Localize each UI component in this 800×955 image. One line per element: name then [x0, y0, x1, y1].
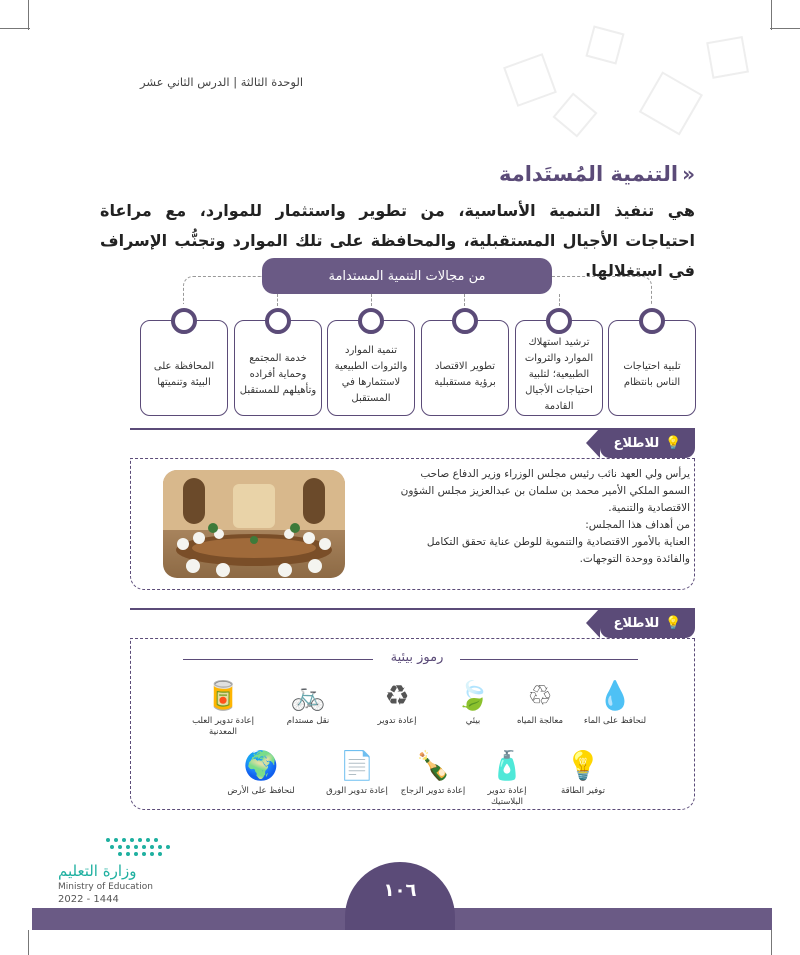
circle-node-icon: [265, 308, 291, 334]
circle-node-icon: [452, 308, 478, 334]
circle-node-icon: [358, 308, 384, 334]
tab-underline: [130, 608, 600, 610]
connector: [464, 294, 465, 306]
bicycle-icon: 🚲: [290, 679, 326, 712]
lightbulb-icon: 💡: [665, 435, 682, 451]
diagram-card: المحافظة على البيئة وتنميتها: [140, 320, 228, 416]
connector: [277, 294, 278, 306]
crop-mark: [28, 0, 29, 30]
eco-symbol: 🥫 إعادة تدوير العلب المعدنية: [188, 678, 258, 738]
eco-symbol: 💡 توفير الطاقة: [548, 748, 618, 797]
ministry-logo-icon: [98, 832, 178, 862]
eco-symbol: 🌍 لنحافظ على الأرض: [227, 749, 295, 796]
diagram-card: خدمة المجتمع وحماية أفراده وتأهيلهم للمستقبل: [234, 320, 322, 416]
info-line: والفائدة ووحدة التوجهات.: [579, 553, 690, 565]
edition-year: 2022 - 1444: [58, 894, 119, 905]
crop-mark: [770, 28, 800, 29]
eco-leaf-icon: 🍃: [455, 679, 491, 712]
diagram-card: تنمية الموارد والثروات الطبيعية لاستثمارها في المستقبل: [327, 320, 415, 416]
plastic-bottle-icon: 🧴: [489, 749, 525, 782]
diagram-card: تلبية احتياجات الناس بانتظام: [608, 320, 696, 416]
section-title-text: التنمية المُستَدامة: [498, 162, 679, 186]
double-chevron-icon: «: [682, 162, 695, 186]
info-tab-label: للاطلاع: [613, 435, 660, 451]
lesson-label: الدرس الثاني عشر: [140, 75, 230, 89]
eco-symbol: 🍃 بيئي: [438, 678, 508, 727]
connector: [183, 276, 262, 304]
decorative-pattern: [470, 20, 770, 150]
eco-symbol: 🧴 إعادة تدوير البلاستيك: [472, 748, 542, 808]
info-tab: [600, 428, 695, 458]
title-rule: [183, 659, 373, 660]
symbols-title: رموز بيئية: [390, 650, 444, 665]
connector: [559, 294, 560, 306]
info-line: يرأس ولي العهد نائب رئيس مجلس الوزراء وزير الدفاع صاحب: [420, 468, 690, 480]
info-line: السمو الملكي الأمير محمد بن سلمان بن عبدالعزيز مجلس الشؤون: [400, 485, 690, 497]
eco-symbol: ♻ إعادة تدوير: [362, 678, 432, 727]
eco-symbol: 📄 إعادة تدوير الورق: [322, 748, 392, 797]
connector: [371, 294, 372, 306]
info-tab-label: للاطلاع: [613, 615, 660, 631]
eco-symbol: 🚲 نقل مستدام: [273, 678, 343, 727]
diagram-banner: من مجالات التنمية المستدامة: [262, 258, 552, 294]
unit-label: الوحدة الثالثة: [240, 75, 304, 89]
separator: |: [229, 75, 238, 89]
crop-mark: [771, 930, 772, 955]
section-title: [499, 162, 695, 186]
diagram-card: ترشيد استهلاك الموارد والثروات الطبيعية؛ لتلبية احتياجات الأجيال القادمة: [515, 320, 603, 416]
circle-node-icon: [639, 308, 665, 334]
definition-paragraph: هي تنفيذ التنمية الأساسية، من تطوير واستثمار للموارد، مع مراعاة احتياجات الأجيال المستقبلية، والمحافظة على تلك الموارد وتجنُّب الإسراف في استغلالها.: [100, 201, 695, 280]
water-hand-icon: 💧: [597, 679, 633, 712]
ministry-logo-english: Ministry of Education: [58, 882, 153, 892]
tab-underline: [130, 428, 600, 430]
breadcrumb: [140, 75, 320, 89]
info-line: من أهداف هذا المجلس:: [585, 519, 690, 531]
page-number: ١٠٦: [345, 862, 455, 930]
diagram-card: تطوير الاقتصاد برؤية مستقبلية: [421, 320, 509, 416]
eco-symbol: 💧 لنحافظ على الماء: [580, 678, 650, 727]
circle-node-icon: [171, 308, 197, 334]
title-rule: [460, 659, 638, 660]
info-line: العناية بالأمور الاقتصادية والتنموية للوطن عناية تحقق التكامل: [426, 536, 690, 548]
recycle-icon: ♻: [384, 679, 410, 712]
circle-node-icon: [546, 308, 572, 334]
water-recycle-icon: ♲: [527, 679, 553, 712]
globe-hands-icon: 🌍: [243, 749, 279, 782]
ministry-logo-arabic: وزارة التعليم: [58, 862, 137, 880]
eco-symbol: 🍾 إعادة تدوير الزجاج: [398, 748, 468, 797]
council-meeting-photo: [163, 470, 345, 578]
crop-mark: [771, 0, 772, 30]
eco-symbol: ♲ معالجة المياه: [505, 678, 575, 727]
crop-mark: [28, 930, 29, 955]
glass-bottle-icon: 🍾: [415, 749, 451, 782]
connector: [552, 276, 652, 304]
lightbulb-icon: 💡: [665, 615, 682, 631]
info-tab: [600, 608, 695, 638]
info-line: الاقتصادية والتنمية.: [608, 502, 690, 514]
crop-mark: [0, 28, 30, 29]
paper-recycle-icon: 📄: [339, 749, 375, 782]
bulb-icon: 💡: [565, 749, 601, 782]
can-recycle-icon: 🥫: [205, 679, 241, 712]
